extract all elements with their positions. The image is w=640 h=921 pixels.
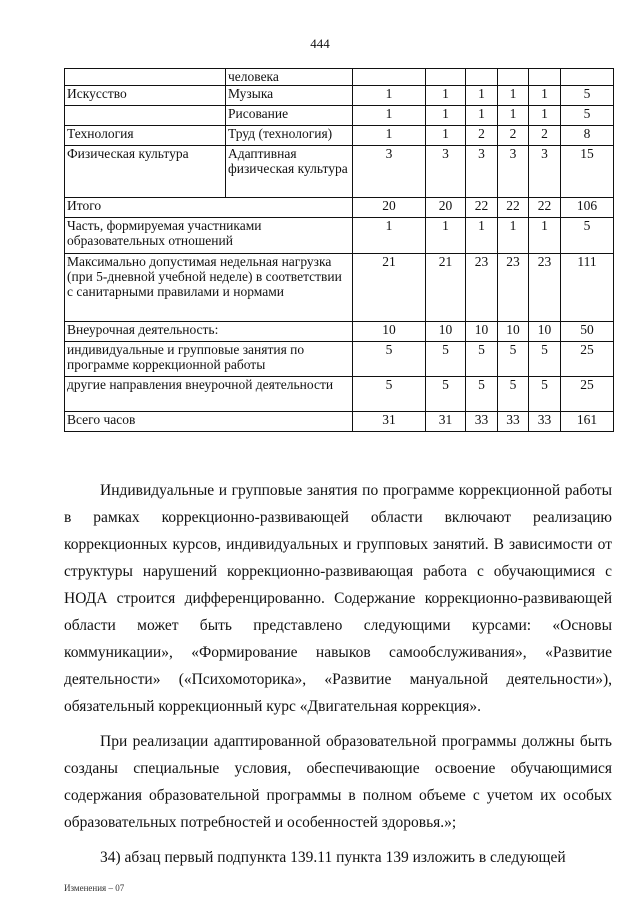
row-label: Часть, формируемая участниками образовательных отношений bbox=[65, 218, 353, 254]
hours-cell bbox=[529, 69, 561, 86]
hours-cell: 10 bbox=[529, 322, 561, 342]
hours-cell: 5 bbox=[529, 342, 561, 377]
hours-cell bbox=[561, 69, 614, 86]
hours-cell: 1 bbox=[498, 218, 529, 254]
hours-cell: 22 bbox=[498, 198, 529, 218]
subject-cell: Рисование bbox=[226, 106, 353, 126]
hours-cell: 5 bbox=[561, 86, 614, 106]
hours-cell: 3 bbox=[466, 146, 498, 198]
page-number: 444 bbox=[310, 36, 330, 51]
hours-cell: 1 bbox=[466, 218, 498, 254]
row-label: Итого bbox=[65, 198, 353, 218]
hours-cell: 20 bbox=[353, 198, 426, 218]
hours-cell: 3 bbox=[529, 146, 561, 198]
table-row bbox=[65, 377, 614, 412]
row-label: другие направления внеурочной деятельности bbox=[65, 377, 353, 412]
paragraph-correction-courses: Индивидуальные и групповые занятия по программе коррекционной работы в рамках коррекционно-развивающей области включают реализацию коррекционных курсов, индивидуальных и групповых занятий. В зависимости от структуры нарушений коррекционно-развивающая работа с обучающимися с НОДА строится дифференцированно. Содержание коррекционно-развивающей области может быть представлено следующими курсами: «Основы коммуникации», «Формирование навыков самообслуживания», «Развитие деятельности» («Психомоторика», «Развитие мануальной деятельности»), обязательный коррекционный курс «Двигательная коррекция». bbox=[64, 482, 612, 715]
table-row bbox=[65, 106, 614, 126]
hours-cell: 10 bbox=[466, 322, 498, 342]
hours-cell: 5 bbox=[498, 342, 529, 377]
hours-cell: 1 bbox=[426, 106, 466, 126]
hours-cell: 1 bbox=[353, 218, 426, 254]
table-row bbox=[65, 146, 614, 198]
subject-area-cell: Технология bbox=[65, 126, 226, 146]
hours-cell: 5 bbox=[426, 377, 466, 412]
hours-cell: 5 bbox=[426, 342, 466, 377]
hours-cell: 1 bbox=[498, 86, 529, 106]
hours-cell: 8 bbox=[561, 126, 614, 146]
row-label: индивидуальные и групповые занятия по программе коррекционной работы bbox=[65, 342, 353, 377]
subject-cell: человека bbox=[226, 69, 353, 86]
row-label: Максимально допустимая недельная нагрузка (при 5-дневной учебной неделе) в соответствии с санитарными правилами и нормами bbox=[65, 254, 353, 322]
hours-cell: 25 bbox=[561, 342, 614, 377]
hours-cell: 1 bbox=[426, 218, 466, 254]
subject-cell: Труд (технология) bbox=[226, 126, 353, 146]
footer-note: Изменения – 07 bbox=[64, 883, 125, 893]
hours-cell: 5 bbox=[353, 377, 426, 412]
hours-cell: 10 bbox=[426, 322, 466, 342]
paragraph-amendment-34: 34) абзац первый подпункта 139.11 пункта 139 изложить в следующей bbox=[100, 849, 566, 866]
hours-cell: 1 bbox=[353, 126, 426, 146]
hours-cell: 106 bbox=[561, 198, 614, 218]
hours-cell: 1 bbox=[353, 106, 426, 126]
hours-cell: 3 bbox=[498, 146, 529, 198]
hours-cell: 161 bbox=[561, 412, 614, 432]
hours-cell: 1 bbox=[426, 86, 466, 106]
hours-cell: 1 bbox=[466, 86, 498, 106]
hours-cell: 20 bbox=[426, 198, 466, 218]
hours-cell: 23 bbox=[498, 254, 529, 322]
hours-cell: 3 bbox=[426, 146, 466, 198]
hours-cell: 21 bbox=[353, 254, 426, 322]
hours-cell: 5 bbox=[561, 106, 614, 126]
hours-cell: 5 bbox=[529, 377, 561, 412]
hours-cell: 23 bbox=[529, 254, 561, 322]
table-row bbox=[65, 218, 614, 254]
hours-cell: 1 bbox=[466, 106, 498, 126]
hours-cell bbox=[426, 69, 466, 86]
hours-cell: 15 bbox=[561, 146, 614, 198]
hours-cell bbox=[353, 69, 426, 86]
hours-cell: 10 bbox=[353, 322, 426, 342]
hours-cell: 22 bbox=[529, 198, 561, 218]
body-text bbox=[64, 477, 612, 871]
hours-cell: 5 bbox=[498, 377, 529, 412]
hours-cell: 2 bbox=[498, 126, 529, 146]
hours-cell: 31 bbox=[353, 412, 426, 432]
hours-cell: 25 bbox=[561, 377, 614, 412]
table-row bbox=[65, 254, 614, 322]
hours-cell: 22 bbox=[466, 198, 498, 218]
subject-area-cell: Физическая культура bbox=[65, 146, 226, 198]
hours-cell: 3 bbox=[353, 146, 426, 198]
hours-cell: 1 bbox=[529, 86, 561, 106]
table-row bbox=[65, 69, 614, 86]
hours-cell: 1 bbox=[353, 86, 426, 106]
hours-cell: 5 bbox=[466, 342, 498, 377]
hours-cell: 5 bbox=[466, 377, 498, 412]
paragraph-special-conditions: При реализации адаптированной образовательной программы должны быть созданы специальные условия, обеспечивающие освоение обучающимися содержания образовательной программы в полном объеме с учетом их особых образовательных потребностей и особенностей здоровья.»; bbox=[64, 733, 612, 831]
hours-cell bbox=[498, 69, 529, 86]
hours-cell: 23 bbox=[466, 254, 498, 322]
table-row bbox=[65, 126, 614, 146]
hours-cell: 1 bbox=[426, 126, 466, 146]
hours-cell: 33 bbox=[529, 412, 561, 432]
hours-cell: 2 bbox=[529, 126, 561, 146]
table-row bbox=[65, 322, 614, 342]
row-label: Внеурочная деятельность: bbox=[65, 322, 353, 342]
hours-cell: 10 bbox=[498, 322, 529, 342]
subject-area-cell bbox=[65, 69, 226, 86]
hours-cell: 1 bbox=[498, 106, 529, 126]
hours-cell: 1 bbox=[529, 218, 561, 254]
subject-cell: Музыка bbox=[226, 86, 353, 106]
subject-cell: Адаптивная физическая культура bbox=[226, 146, 353, 198]
hours-cell: 33 bbox=[498, 412, 529, 432]
curriculum-table bbox=[64, 68, 614, 432]
subject-area-cell: Искусство bbox=[65, 86, 226, 106]
hours-cell: 31 bbox=[426, 412, 466, 432]
hours-cell: 5 bbox=[353, 342, 426, 377]
row-label: Всего часов bbox=[65, 412, 353, 432]
hours-cell: 50 bbox=[561, 322, 614, 342]
subject-area-cell bbox=[65, 106, 226, 126]
hours-cell: 21 bbox=[426, 254, 466, 322]
hours-cell: 5 bbox=[561, 218, 614, 254]
hours-cell: 111 bbox=[561, 254, 614, 322]
hours-cell: 2 bbox=[466, 126, 498, 146]
hours-cell bbox=[466, 69, 498, 86]
table-row bbox=[65, 342, 614, 377]
hours-cell: 1 bbox=[529, 106, 561, 126]
table-row bbox=[65, 412, 614, 432]
hours-cell: 33 bbox=[466, 412, 498, 432]
table-row bbox=[65, 198, 614, 218]
table-row bbox=[65, 86, 614, 106]
